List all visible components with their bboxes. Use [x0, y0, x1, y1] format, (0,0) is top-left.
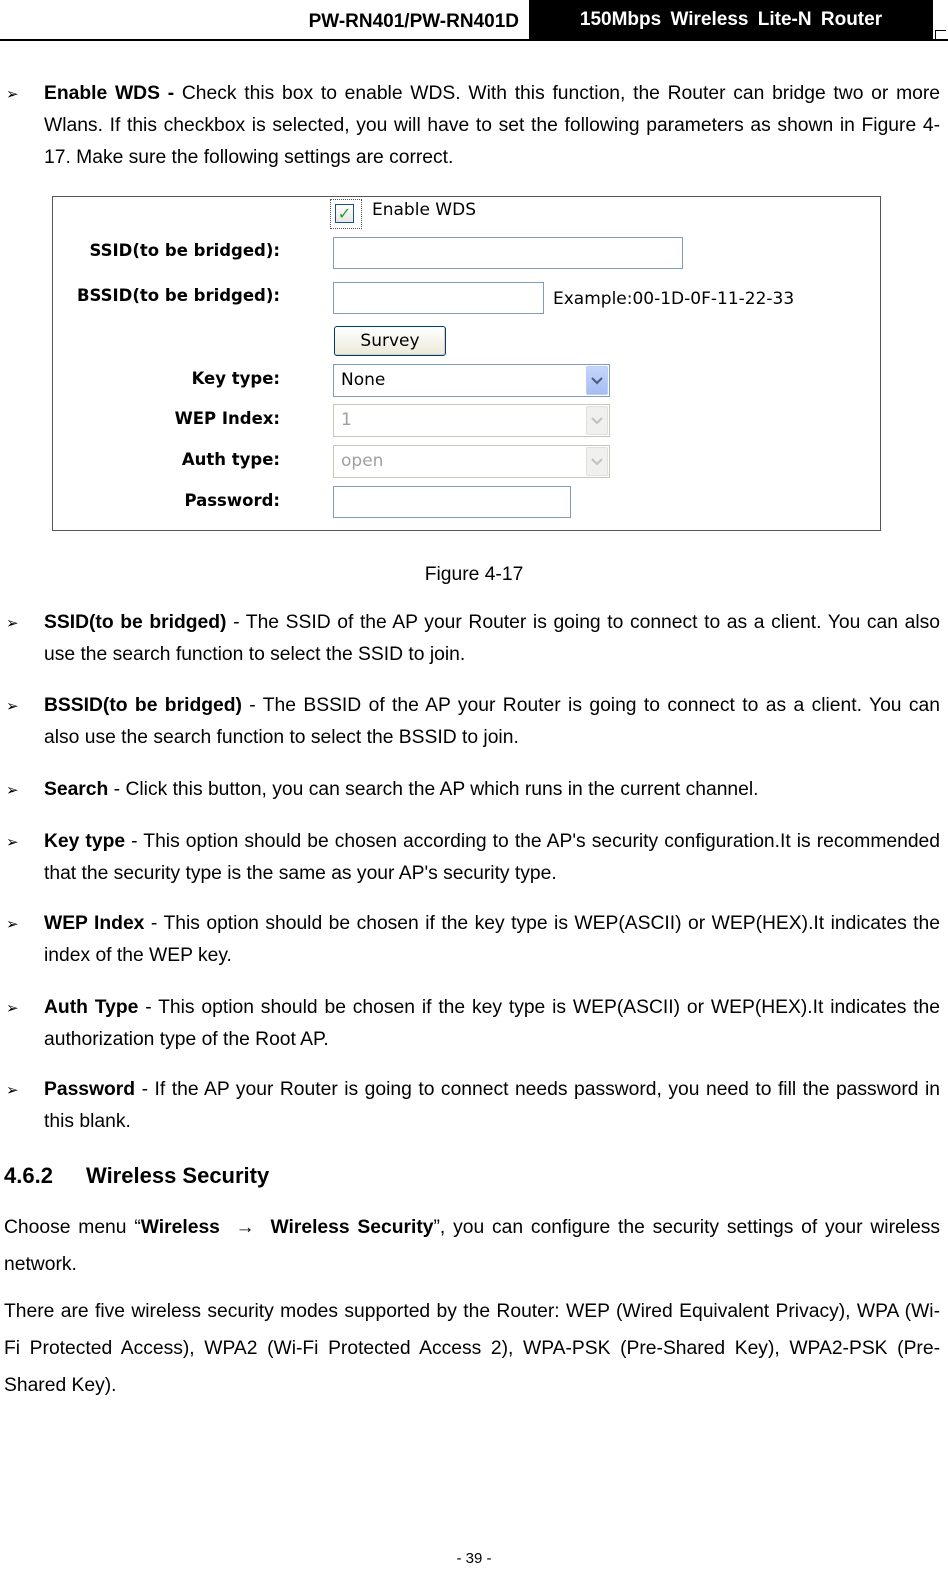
arrowhead-bullet-icon: ➢: [6, 833, 19, 851]
wep-index-label: WEP Index:: [174, 409, 280, 428]
page-number: - 39 -: [456, 1550, 492, 1567]
bullet-text: - Click this button, you can search the AP which runs in the current channel.: [108, 779, 759, 800]
menu-wireless: Wireless: [140, 1217, 220, 1238]
header-rule-cap: [935, 30, 946, 40]
key-type-value: None: [341, 370, 386, 390]
wds-settings-figure: [52, 196, 881, 531]
arrowhead-bullet-icon: ➢: [6, 915, 19, 933]
bullet-bssid: [6, 690, 940, 754]
bullet-text: - This option should be chosen if the key type is WEP(ASCII) or WEP(HEX).It indicates the index of the WEP key.: [44, 913, 940, 966]
section-number: 4.6.2: [4, 1163, 53, 1188]
figure-caption: Figure 4-17: [424, 564, 524, 585]
bssid-label: BSSID(to be bridged):: [76, 286, 280, 305]
wep-index-value: 1: [341, 410, 352, 430]
bullet-term: Key type: [44, 831, 126, 852]
bullet-text: - If the AP your Router is going to connect needs password, you need to fill the password in this blank.: [44, 1079, 940, 1132]
auth-type-label: Auth type:: [181, 450, 280, 469]
bullet-key-type: [6, 826, 941, 890]
para-text: Choose menu “: [4, 1217, 141, 1238]
bullet-text: - The BSSID of the AP your Router is going to connect to as a client. You can also use the search function to select the BSSID to join.: [44, 695, 940, 748]
para-text: ”, you can configure the security settings of your wireless network.: [4, 1217, 941, 1275]
bullet-auth-type: [6, 992, 941, 1056]
bullet-term: BSSID(to be bridged): [44, 695, 242, 716]
menu-arrow: →: [235, 1217, 255, 1238]
chevron-down-icon[interactable]: [586, 447, 608, 476]
chevron-down-icon[interactable]: [586, 366, 608, 395]
key-type-label: Key type:: [191, 369, 280, 388]
section-heading: [4, 1163, 269, 1189]
bssid-input[interactable]: [333, 282, 544, 314]
bullet-term: Auth Type: [44, 997, 139, 1018]
bullet-term: SSID(to be bridged): [44, 612, 227, 633]
bullet-enable-wds: [6, 78, 940, 174]
header-model: PW-RN401/PW-RN401D: [308, 11, 519, 32]
bullet-text: Check this box to enable WDS. With this function, the Router can bridge two or more Wlans. If this checkbox is selected, you will have to set the following parameters as shown in Figure 4-17. Make sure the following settings are correct.: [44, 83, 940, 168]
auth-type-value: open: [341, 451, 384, 471]
arrowhead-bullet-icon: ➢: [6, 85, 19, 103]
arrowhead-bullet-icon: ➢: [6, 999, 19, 1017]
password-input[interactable]: [333, 486, 571, 518]
ssid-label: SSID(to be bridged):: [89, 241, 280, 260]
bullet-term: Search: [44, 779, 109, 800]
ssid-input[interactable]: [333, 237, 683, 269]
bssid-example: Example:00-1D-0F-11-22-33: [553, 289, 795, 309]
bullet-ssid: [6, 607, 940, 671]
enable-wds-checkbox[interactable]: [335, 204, 354, 223]
enable-wds-label: Enable WDS: [372, 200, 477, 220]
chevron-down-icon[interactable]: [586, 406, 608, 435]
bullet-password: [6, 1074, 940, 1138]
bullet-search: [6, 774, 940, 806]
bullet-term: Enable WDS -: [44, 83, 182, 104]
bullet-term: Password: [44, 1079, 136, 1100]
paragraph-menu-path: [4, 1209, 940, 1283]
enable-wds-checkbox-focus[interactable]: [330, 199, 362, 229]
arrowhead-bullet-icon: ➢: [6, 1081, 19, 1099]
bullet-text: - The SSID of the AP your Router is going to connect to as a client. You can also use the search function to select the SSID to join.: [44, 612, 940, 665]
key-type-select[interactable]: [333, 364, 610, 397]
arrowhead-bullet-icon: ➢: [6, 781, 19, 799]
section-title: Wireless Security: [86, 1163, 270, 1188]
bullet-term: WEP Index: [44, 913, 145, 934]
survey-button[interactable]: Survey: [334, 326, 446, 356]
header-product: 150Mbps Wireless Lite-N Router: [529, 0, 933, 40]
menu-wireless-security: Wireless Security: [270, 1217, 434, 1238]
bullet-wep-index: [6, 908, 940, 972]
paragraph-security-modes: There are five wireless security modes supported by the Router: WEP (Wired Equivalent Privacy), WPA (Wi-Fi Protected Access), WPA2 (Wi-Fi Protected Access 2), WPA-PSK (Pre-Shared Key), WPA2-PSK (Pre-Shared Key).: [4, 1301, 940, 1396]
arrowhead-bullet-icon: ➢: [6, 614, 19, 632]
checkmark-icon: ✓: [337, 204, 352, 223]
auth-type-select[interactable]: [333, 445, 610, 478]
arrowhead-bullet-icon: ➢: [6, 697, 19, 715]
wep-index-select[interactable]: [333, 404, 610, 437]
bullet-text: - This option should be chosen according to the AP's security configuration.It is recommended that the security type is the same as your AP's security type.: [44, 831, 941, 884]
header-rule: [0, 39, 948, 41]
bullet-text: - This option should be chosen if the key type is WEP(ASCII) or WEP(HEX).It indicates the authorization type of the Root AP.: [44, 997, 941, 1050]
password-label: Password:: [184, 491, 280, 510]
